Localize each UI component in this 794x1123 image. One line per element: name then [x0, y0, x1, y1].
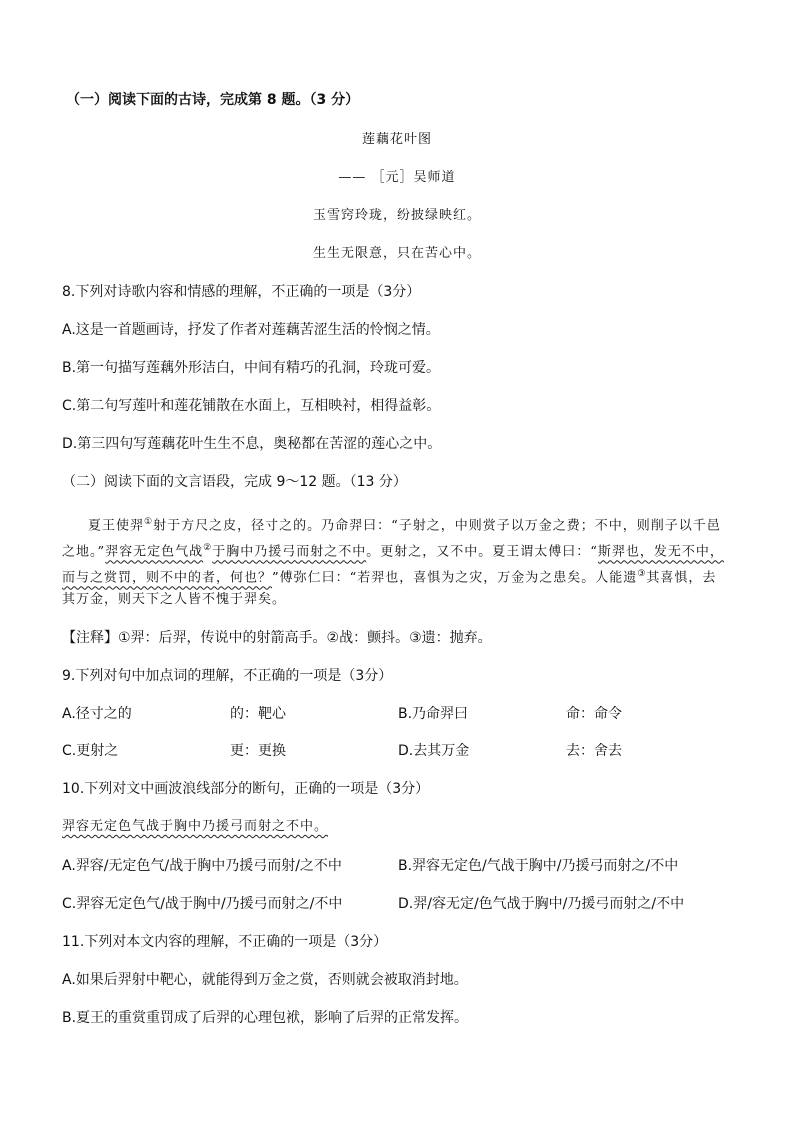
q9-option-d-gloss: 去：舍去 [566, 743, 622, 759]
q10-option-c: C.羿容无定色气/战于胸中/乃援弓而射之/不中 [62, 896, 343, 912]
q8-stem: 8.下列对诗歌内容和情感的理解，不正确的一项是（3分） [62, 284, 421, 300]
q10-stem: 10.下列对文中画波浪线部分的断句，正确的一项是（3分） [62, 781, 430, 797]
poem-author: —— ［元］吴师道 [338, 170, 456, 185]
q8-option-b: B.第一句描写莲藕外形洁白，中间有精巧的孔洞，玲珑可爱。 [62, 360, 441, 376]
q9-option-a-gloss: 的：靶心 [230, 706, 286, 722]
q9-option-c-sentence: C.更射之 [62, 743, 119, 759]
q10-option-b: B.羿容无定色/气战于胸中/乃援弓而射之/不中 [398, 858, 679, 874]
passage-line-4: 其万金，则天下之人皆不愧于羿矣。 [62, 592, 287, 607]
q10-quote [62, 817, 328, 837]
section1-heading: （一）阅读下面的古诗，完成第 8 题。（3 分） [66, 92, 360, 108]
q11-option-a: A.如果后羿射中靶心，就能得到万金之赏，否则就会被取消封地。 [62, 972, 468, 988]
poem-line-1: 玉雪窍玲珑，纷披绿映红。 [312, 208, 481, 223]
q9-option-d-sentence: D.去其万金 [398, 743, 470, 759]
passage-text: 夏王使羿 [88, 518, 145, 534]
passage-line-3 [62, 564, 716, 588]
wavy-underlined-text: 而与之赏罚，则不中的者，何也？ [62, 570, 273, 586]
q11-stem: 11.下列对本文内容的理解，不正确的一项是（3分） [62, 934, 388, 950]
q8-option-d: D.第三四句写莲藕花叶生生不息，奥秘都在苦涩的莲心之中。 [62, 436, 442, 452]
note-marker: ③ [637, 569, 647, 579]
q9-option-a-sentence: A.径寸之的 [62, 706, 132, 722]
wavy-underlined-text: 斯羿也，发无不中， [597, 544, 724, 560]
passage-text: ”傅弥仁曰：“若羿也，喜惧为之灾，万金为之患矣。人能遗 [272, 570, 638, 586]
wavy-underlined-text: 羿容无定色气战于胸中乃援弓而射之不中。 [62, 819, 329, 834]
q8-option-c: C.第二句写莲叶和莲花铺散在水面上，互相映衬，相得益彰。 [62, 398, 441, 414]
wavy-underlined-text: 于胸中乃援弓而射之不中 [212, 544, 367, 560]
note-marker: ① [144, 517, 154, 527]
passage-text: 。更射之，又不中。夏王谓太傅曰：“ [366, 544, 598, 560]
wavy-underlined-text: 羿容无定色气战 [105, 544, 204, 560]
passage-line-2 [62, 538, 724, 562]
q8-option-a: A.这是一首题画诗，抒发了作者对莲藕苦涩生活的怜悯之情。 [62, 322, 440, 338]
passage-text: 之地。” [62, 544, 106, 560]
q9-stem: 9.下列对句中加点词的理解，不正确的一项是（3分） [62, 668, 393, 684]
q9-option-b-sentence: B.乃命羿曰 [398, 706, 469, 722]
section2-heading: （二）阅读下面的文言语段，完成 9～12 题。（13 分） [62, 474, 407, 490]
q10-option-a: A.羿容/无定色气/战于胸中乃援弓而射/之不中 [62, 858, 342, 874]
q9-option-b-gloss: 命：命令 [566, 706, 622, 722]
passage-text: 射于方尺之皮，径寸之的。乃命羿曰：“子射之，中则赏子以万金之费；不中，则削子以千邑 [153, 518, 721, 534]
note-marker: ② [203, 543, 213, 553]
q9-option-c-gloss: 更：更换 [230, 743, 286, 759]
passage-text: 其喜惧，去 [646, 570, 717, 586]
q10-option-d: D.羿/容无定/色气战于胸中/乃援弓而射之/不中 [398, 896, 685, 912]
passage-line-1 [88, 512, 721, 536]
poem-line-2: 生生无限意，只在苦心中。 [312, 246, 481, 261]
poem-title: 莲藕花叶图 [361, 132, 432, 147]
annotation-note: 【注释】①羿：后羿，传说中的射箭高手。②战：颤抖。③遗：抛弃。 [62, 630, 492, 646]
q11-option-b: B.夏王的重赏重罚成了后羿的心理包袱，影响了后羿的正常发挥。 [62, 1010, 469, 1026]
